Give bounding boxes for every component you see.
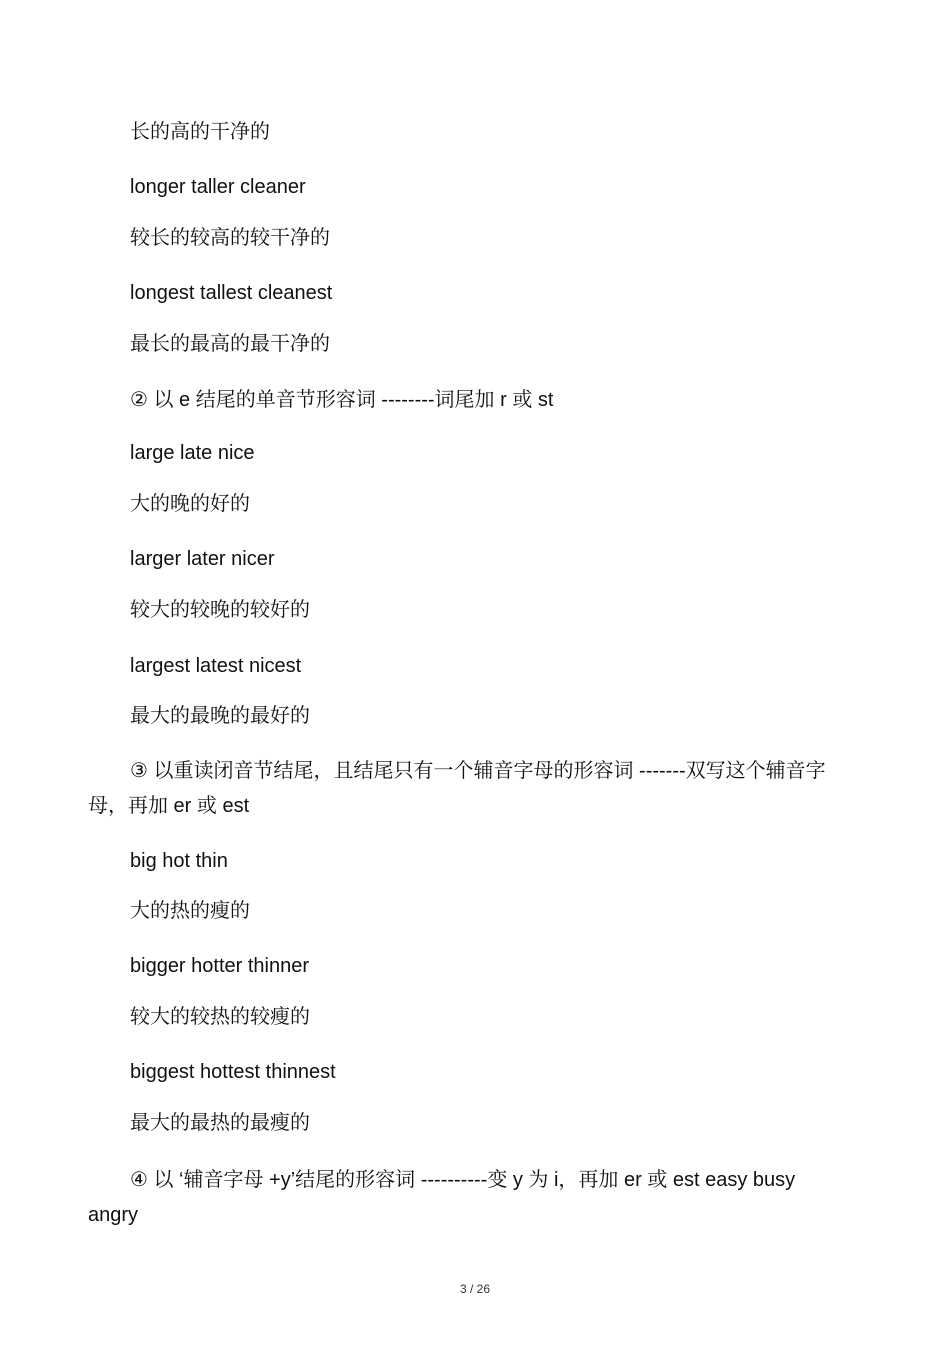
text-line: 最长的最高的最干净的 (130, 333, 330, 355)
text-line: 最大的最晚的最好的 (130, 705, 310, 727)
text-line: bigger hotter thinner (130, 955, 310, 977)
text-line: 最大的最热的最瘦的 (130, 1112, 310, 1134)
text-line: larger later nicer (130, 548, 275, 570)
text-line: 大的热的瘦的 (130, 900, 250, 922)
text-line: 较大的较热的较瘦的 (130, 1006, 310, 1028)
section-heading: ④ 以 ‘辅音字母 +y’结尾的形容词 ----------变 y 为 i，再加 er 或 est easy busy angry (88, 1169, 796, 1226)
page-number: 3 / 26 (459, 1282, 491, 1296)
text-line: largest latest nicest (130, 655, 302, 677)
text-line: 大的晚的好的 (130, 493, 250, 515)
text-line: 较大的较晚的较好的 (130, 599, 310, 621)
text-line: biggest hottest thinnest (130, 1061, 336, 1083)
text-line: 较长的较高的较干净的 (130, 227, 330, 249)
text-line: large late nice (130, 442, 255, 464)
text-line: longest tallest cleanest (130, 282, 333, 304)
section-heading: ③ 以重读闭音节结尾，且结尾只有一个辅音字母的形容词 -------双写这个辅音字母，再加 er 或 est (88, 760, 826, 817)
section-heading: ② 以 e 结尾的单音节形容词 --------词尾加 r 或 st (130, 389, 554, 411)
text-line: big hot thin (130, 850, 228, 872)
text-line: 长的高的干净的 (130, 121, 270, 143)
text-line: longer taller cleaner (130, 176, 306, 198)
